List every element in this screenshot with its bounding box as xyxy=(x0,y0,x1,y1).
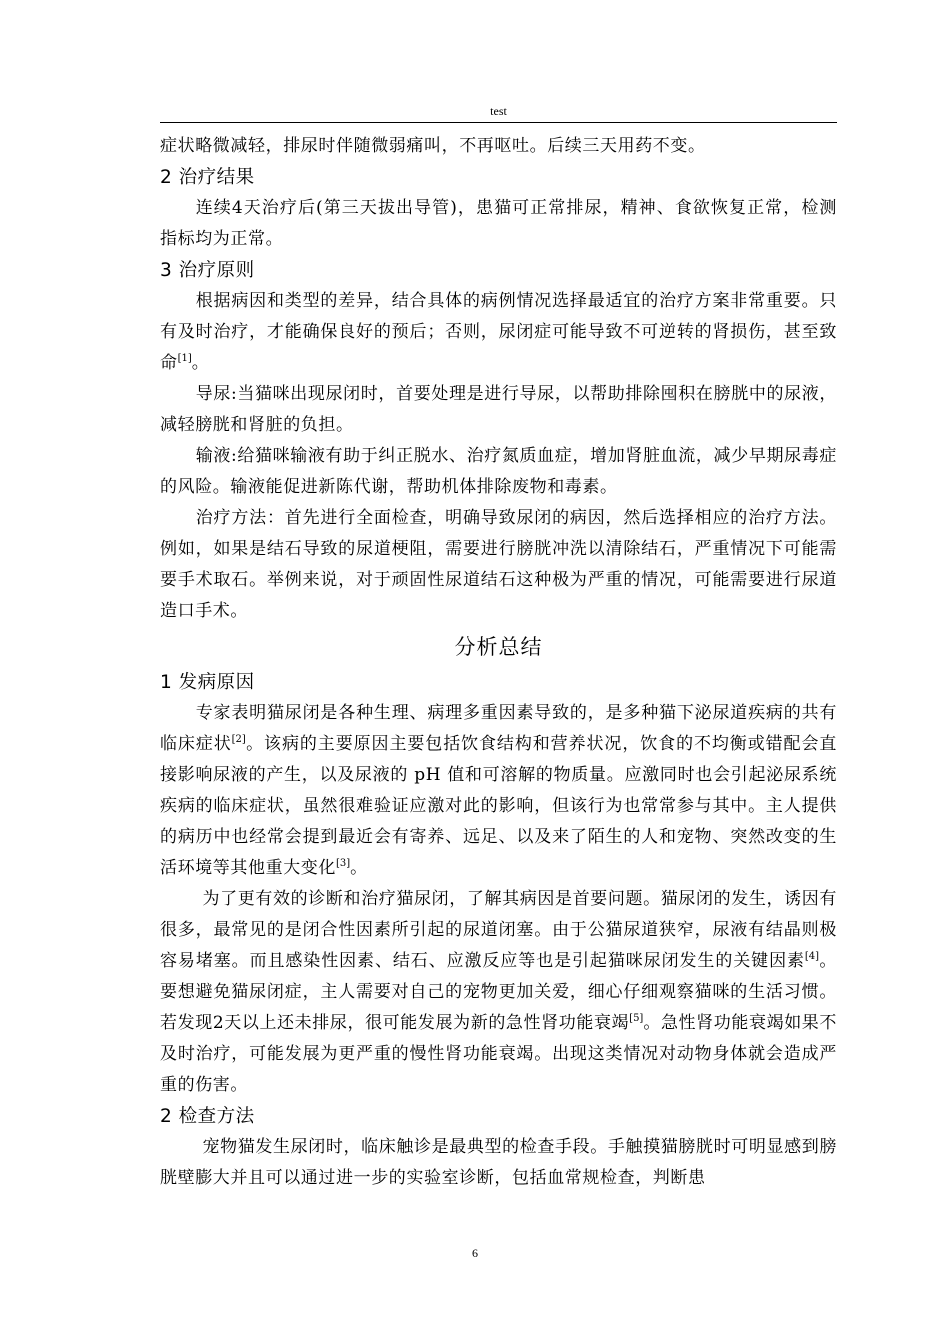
text-span: 专家表明猫尿闭是各种生理、病理多重因素导致的，是多种猫下泌尿道疾病的共有临床症状 xyxy=(160,703,837,754)
running-header: test xyxy=(490,104,507,118)
text-span: 。要想避免猫尿闭症，主人需要对自己的宠物更加关爱，细心仔细观察猫咪的生活习惯。若发现2天以上还未排尿，很可能发展为新的急性肾功能衰竭 xyxy=(160,951,837,1033)
text-span: 。急性肾功能衰竭如果不及时治疗，可能发展为更严重的慢性肾功能衰竭。出现这类情况对动物身体就会造成严重的伤害。 xyxy=(160,1013,838,1095)
paragraph-treatment-method: 治疗方法：首先进行全面检查，明确导致尿闭的病因，然后选择相应的治疗方法。例如，如果是结石导致的尿道梗阻，需要进行膀胱冲洗以清除结石，严重情况下可能需要手术取石。举例来说，对于顽固性尿道结石这种极为严重的情况，可能需要进行尿道造口手术。 xyxy=(160,508,837,621)
heading-examination-method: 2 检查方法 xyxy=(160,1106,255,1127)
citation-ref: [4] xyxy=(804,951,820,962)
paragraph-examination-method: 宠物猫发生尿闭时，临床触诊是最典型的检查手段。手触摸猫膀胱时可明显感到膀胱壁膨大并且可以通过进一步的实验室诊断，包括血常规检查，判断患 xyxy=(160,1137,837,1188)
section-title: 分析总结 xyxy=(454,635,543,659)
paragraph-catheterization: 导尿:当猫咪出现尿闭时，首要处理是进行导尿，以帮助排除囤积在膀胱中的尿液，减轻膀胱和肾脏的负担。 xyxy=(160,384,837,435)
page-number: 6 xyxy=(472,1246,478,1260)
paragraph-cause-2 xyxy=(160,884,837,1101)
text-span: 为了更有效的诊断和治疗猫尿闭，了解其病因是首要问题。猫尿闭的发生，诱因有很多，最常见的是闭合性因素所引起的尿道闭塞。由于公猫尿道狭窄，尿液有结晶则极容易堵塞。而且感染性因素、结石、应激反应等也是引起猫咪尿闭发生的关键因素 xyxy=(160,889,837,971)
text-span: 根据病因和类型的差异，结合具体的病例情况选择最适宜的治疗方案非常重要。只有及时治疗，才能确保良好的预后；否则，尿闭症可能导致不可逆转的肾损伤，甚至致命 xyxy=(160,291,837,373)
text-span: 。该病的主要原因主要包括饮食结构和营养状况，饮食的不均衡或错配会直接影响尿液的产生，以及尿液的 pH 值和可溶解的物质量。应激同时也会引起泌尿系统疾病的临床症状，虽然很难验证应激对此的影响，但该行为也常常参与其中。主人提供的病历中也经常会提到最近会有寄养、远足、以及来了陌生的人和宠物、突然改变的生活环境等其他重大变化 xyxy=(160,734,837,878)
heading-treatment-principle: 3 治疗原则 xyxy=(160,260,255,281)
citation-ref: [2] xyxy=(231,734,246,745)
document-page xyxy=(160,100,837,1194)
citation-ref: [3] xyxy=(336,858,351,869)
text-span: 。 xyxy=(191,353,210,373)
paragraph-infusion: 输液:给猫咪输液有助于纠正脱水、治疗氮质血症，增加肾脏血流，减少早期尿毒症的风险。输液能促进新陈代谢，帮助机体排除废物和毒素。 xyxy=(160,446,837,497)
citation-ref: [5] xyxy=(629,1013,644,1024)
paragraph-symptoms: 症状略微减轻，排尿时伴随微弱痛叫，不再呕吐。后续三天用药不变。 xyxy=(160,136,706,156)
heading-treatment-result: 2 治疗结果 xyxy=(160,167,255,188)
paragraph-treatment-result: 连续4天治疗后(第三天拔出导管)，患猫可正常排尿，精神、食欲恢复正常，检测指标均为正常。 xyxy=(160,198,837,249)
paragraph-treatment-principle xyxy=(160,286,837,379)
paragraph-cause-1 xyxy=(160,698,837,884)
citation-ref: [1] xyxy=(177,353,192,364)
heading-cause: 1 发病原因 xyxy=(160,672,255,693)
text-span: 。 xyxy=(350,858,368,878)
header-rule xyxy=(160,122,837,123)
